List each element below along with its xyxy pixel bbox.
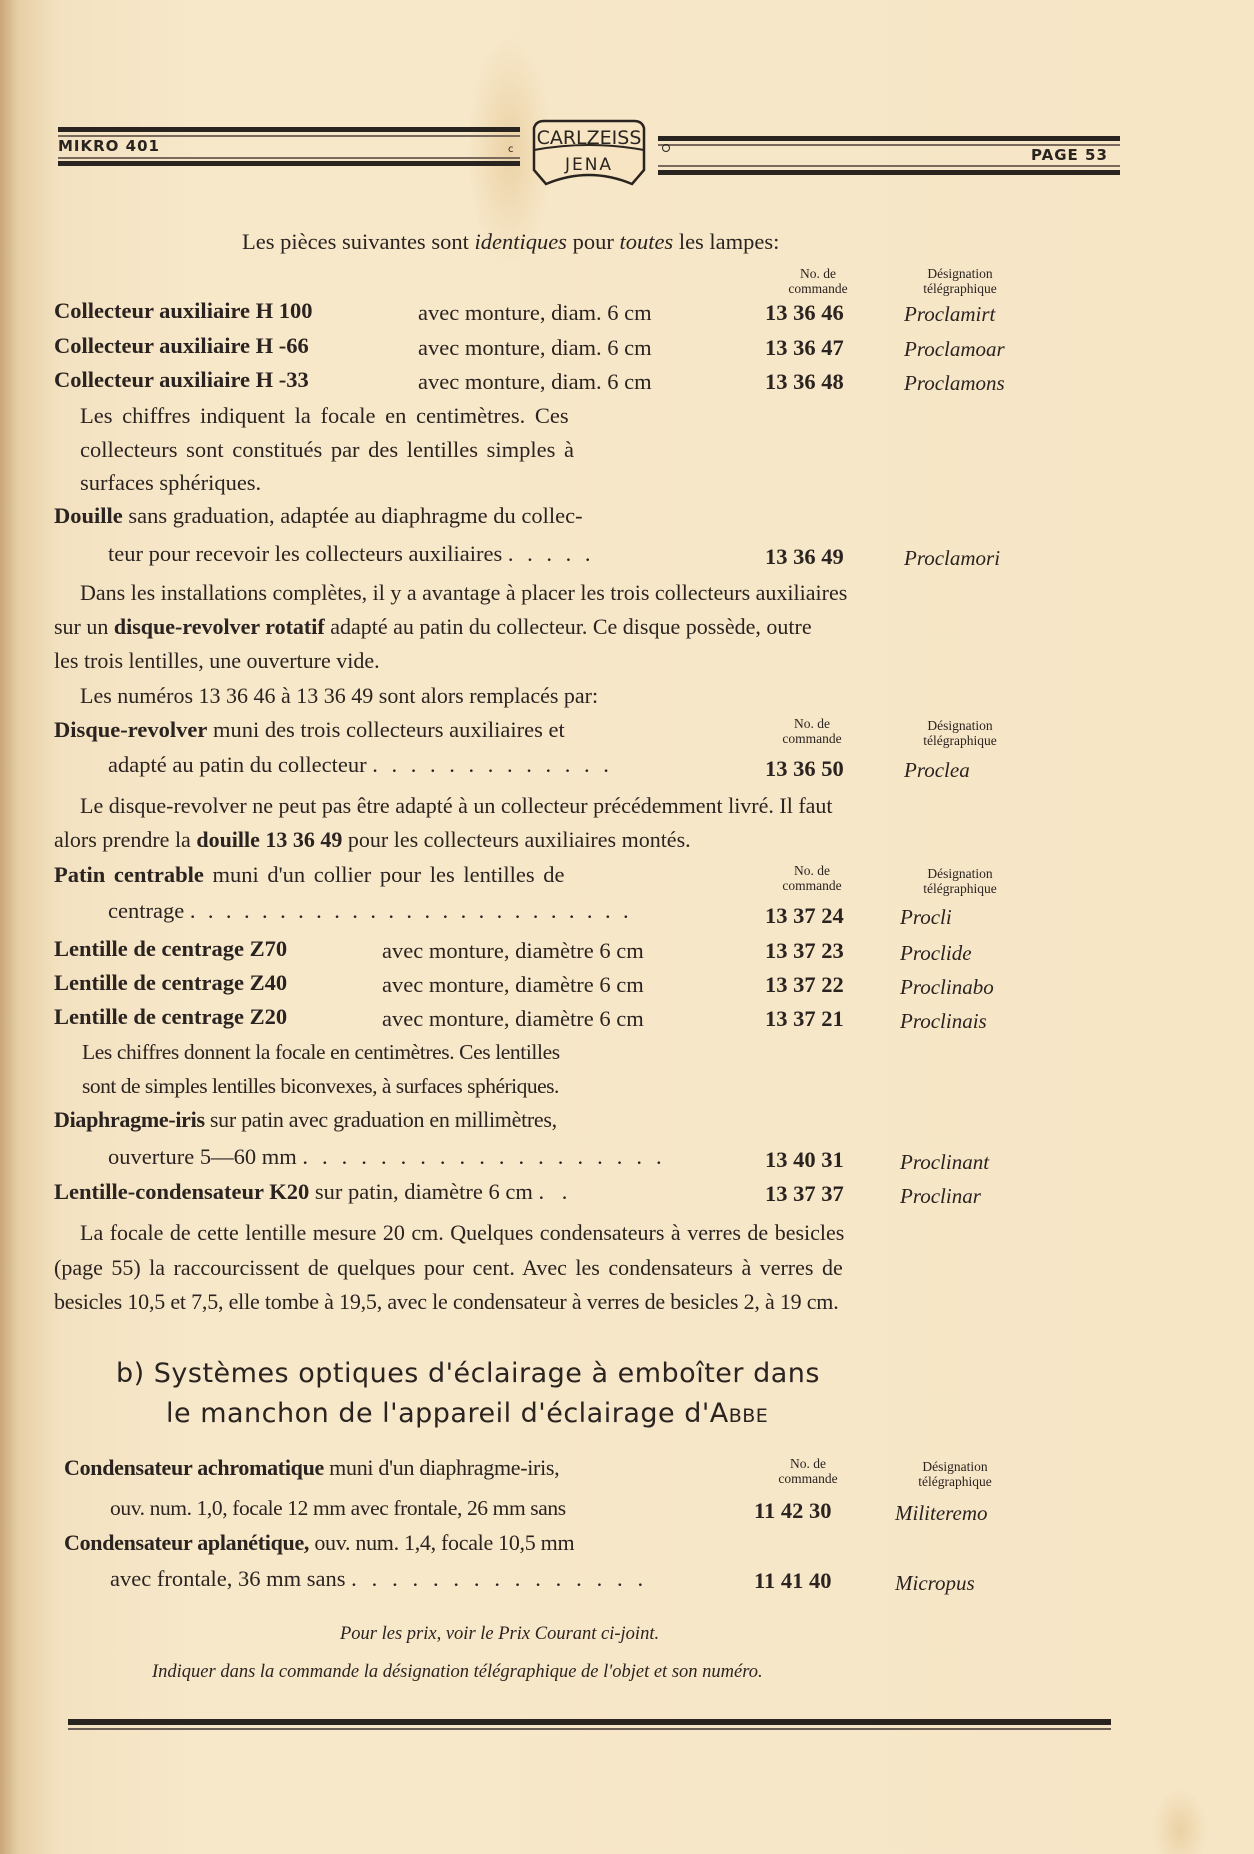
paragraph-line: besicles 10,5 et 7,5, elle tombe à 19,5, avec le condensateur à verres de besicles 2, à 19 cm. — [54, 1289, 839, 1314]
item-code: Proclide — [900, 941, 972, 965]
col-des-line1: Désignation — [927, 718, 993, 733]
text: pour les collecteurs auxiliaires montés. — [342, 827, 691, 852]
intro-emphasis-toutes: toutes — [619, 229, 674, 254]
diaphragme-name: Diaphragme-iris — [54, 1107, 205, 1132]
item-number: 13 37 22 — [765, 972, 844, 997]
item-name: Collecteur auxiliaire H -33 — [54, 367, 309, 392]
header-rule-right-top — [658, 136, 1120, 141]
item-number: 13 36 50 — [765, 756, 844, 781]
col-no-line1: No. de — [794, 716, 830, 731]
item-number: 13 36 49 — [765, 544, 844, 569]
douille-line1 — [54, 503, 583, 529]
item-code: Procli — [900, 905, 952, 929]
footer-order-note: Indiquer dans la commande la désignation télégraphique de l'objet et son numéro. — [152, 1662, 763, 1682]
item-row — [54, 333, 309, 359]
col-no-line2: commande — [782, 878, 842, 893]
carl-zeiss-jena-logo — [522, 118, 656, 190]
paragraph-numeros: Les numéros 13 36 46 à 13 36 49 sont alors remplacés par: — [80, 683, 599, 708]
item-code: Proclinabo — [900, 975, 994, 999]
header-rule-right-bottom-thin — [658, 165, 1120, 167]
leader-dots: . . . . . . . . . . . . . — [372, 752, 613, 777]
item-number: 11 42 30 — [754, 1498, 832, 1523]
item-code: Proclamori — [904, 546, 1001, 570]
douille-desc: sans graduation, adaptée au diaphragme du collec- — [122, 503, 583, 528]
diaphragme-desc2: ouverture 5—60 mm — [108, 1144, 297, 1169]
column-header-order-number — [762, 716, 862, 746]
item-name: Lentille de centrage Z40 — [54, 970, 288, 995]
douille-name: Douille — [54, 503, 123, 528]
col-des-line1: Désignation — [922, 1459, 988, 1474]
item-row — [54, 298, 313, 324]
item-code: Proclinais — [900, 1009, 987, 1033]
item-desc2: avec frontale, 36 mm sans — [110, 1566, 346, 1591]
section-b-title-line1: b) Systèmes optiques d'éclairage à emboîter dans — [116, 1358, 820, 1389]
item-name: Lentille de centrage Z20 — [54, 1004, 288, 1029]
col-des-line1: Désignation — [927, 866, 993, 881]
logo-dot-right-icon — [662, 144, 670, 152]
col-des-line2: télégraphique — [918, 1474, 992, 1489]
item-desc: avec monture, diamètre 6 cm — [382, 938, 644, 963]
item-number: 13 37 23 — [765, 938, 844, 963]
column-header-order-number — [758, 1456, 858, 1486]
col-no-line2: commande — [788, 281, 848, 296]
item-code: Militeremo — [895, 1501, 988, 1525]
item-desc: avec monture, diamètre 6 cm — [382, 972, 644, 997]
bold-text: disque-revolver rotatif — [113, 614, 325, 639]
item-code: Proclamirt — [904, 302, 996, 326]
col-no-line1: No. de — [790, 1456, 826, 1471]
paragraph-line — [54, 614, 812, 640]
lentille-k20-line — [54, 1179, 573, 1205]
item-name: Collecteur auxiliaire H 100 — [54, 298, 313, 323]
item-code: Proclinar — [900, 1184, 981, 1208]
intro-text-2: pour — [566, 229, 620, 254]
col-no-line2: commande — [782, 731, 842, 746]
bottom-rule — [68, 1719, 1111, 1725]
item-desc: avec monture, diam. 6 cm — [418, 335, 652, 360]
note-line: sont de simples lentilles biconvexes, à surfaces sphériques. — [82, 1074, 559, 1098]
section-b-abbe: Abbe — [709, 1398, 769, 1429]
note-line: surfaces sphériques. — [80, 470, 262, 495]
col-des-line1: Désignation — [927, 266, 993, 281]
col-des-line2: télégraphique — [923, 281, 997, 296]
column-header-telegraphic — [890, 1459, 1020, 1489]
leader-dots: . . . . . . . . . . . . . . . . . . . — [302, 1144, 666, 1169]
header-rule-right-bottom — [658, 170, 1120, 175]
item-row — [54, 970, 287, 996]
douille-desc2: teur pour recevoir les collecteurs auxiliaires — [108, 541, 503, 566]
bottom-rule-thin — [68, 1728, 1111, 1730]
col-no-line2: commande — [778, 1471, 838, 1486]
intro-emphasis-identiques: identiques — [474, 229, 567, 254]
paragraph-line: (page 55) la raccourcissent de quelques pour cent. Avec les condensateurs à verres de — [54, 1255, 843, 1280]
leader-dots: . . . . . . . . . . . . . . . . . . . . . . . . . — [189, 898, 633, 923]
paragraph-line: les trois lentilles, une ouverture vide. — [54, 648, 380, 673]
col-des-line2: télégraphique — [923, 733, 997, 748]
item-row — [54, 1004, 287, 1030]
column-header-telegraphic — [895, 866, 1025, 896]
diaphragme-line1 — [54, 1107, 557, 1133]
item-number: 13 36 47 — [765, 335, 844, 360]
section-b-title-line2 — [166, 1398, 768, 1429]
text: sur un — [54, 614, 114, 639]
item-desc: muni d'un diaphragme-iris, — [323, 1455, 560, 1480]
paragraph-line — [54, 827, 691, 853]
text: alors prendre la — [54, 827, 197, 852]
item-number: 13 36 46 — [765, 300, 844, 325]
item-row — [54, 367, 309, 393]
item-number: 13 40 31 — [765, 1147, 844, 1172]
item-code: Micropus — [895, 1571, 975, 1595]
patin-line1 — [54, 862, 564, 888]
intro-text-3: les lampes: — [673, 229, 780, 254]
item-row — [54, 936, 287, 962]
section-b-title-text: le manchon de l'appareil d'éclairage d' — [166, 1398, 710, 1429]
disque-line2 — [108, 752, 613, 778]
intro-text-1: Les pièces suivantes sont — [242, 229, 475, 254]
condensateur-achro-line1 — [64, 1455, 559, 1481]
item-number: 13 37 24 — [765, 903, 844, 928]
leader-dots: . . . . . . . . . . . . . . . — [351, 1566, 648, 1591]
note-line: Les chiffres donnent la focale en centimètres. Ces lentilles — [82, 1040, 560, 1064]
patin-line2 — [108, 898, 632, 924]
logo-text-top: CARLZEISS — [536, 127, 642, 149]
leader-dots: . . . . . — [507, 541, 595, 566]
col-des-line2: télégraphique — [923, 881, 997, 896]
paragraph-line: Le disque-revolver ne peut pas être adapté à un collecteur précédemment livré. Il faut — [80, 793, 833, 818]
column-header-telegraphic — [895, 718, 1025, 748]
col-no-line1: No. de — [794, 863, 830, 878]
item-code: Proclamons — [904, 371, 1005, 395]
condensateur-aplan-line2 — [110, 1566, 648, 1592]
condensateur-aplan-line1 — [64, 1530, 574, 1556]
lentille-k20-desc: sur patin, diamètre 6 cm — [309, 1179, 533, 1204]
item-name: Condensateur achromatique — [64, 1455, 324, 1480]
column-header-order-number — [762, 863, 862, 893]
note-line: collecteurs sont constitués par des lentilles simples à — [80, 437, 575, 462]
disque-name: Disque-revolver — [54, 717, 208, 742]
item-desc: avec monture, diam. 6 cm — [418, 300, 652, 325]
disque-line1 — [54, 717, 565, 743]
lentille-k20-name: Lentille-condensateur K20 — [54, 1179, 310, 1204]
leader-dots: . . — [538, 1179, 574, 1204]
disque-desc: muni des trois collecteurs auxiliaires et — [207, 717, 565, 742]
item-number: 13 37 37 — [765, 1181, 844, 1206]
header-left-label: MIKRO 401 — [58, 137, 160, 155]
item-code: Proclinant — [900, 1150, 990, 1174]
item-desc: ouv. num. 1,4, focale 10,5 mm — [309, 1530, 575, 1555]
item-name: Condensateur aplanétique, — [64, 1530, 310, 1555]
item-name: Collecteur auxiliaire H -66 — [54, 333, 309, 358]
intro-line — [242, 229, 779, 255]
diaphragme-desc: sur patin avec graduation en millimètres, — [204, 1107, 557, 1132]
header-rule-left-top — [58, 127, 520, 132]
diaphragme-line2 — [108, 1144, 666, 1170]
footer-price-note: Pour les prix, voir le Prix Courant ci-joint. — [340, 1624, 660, 1644]
bold-text: douille 13 36 49 — [196, 827, 343, 852]
header-rule-left-bottom — [58, 161, 520, 166]
paragraph-line: La focale de cette lentille mesure 20 cm. Quelques condensateurs à verres de besicles — [80, 1220, 845, 1245]
patin-desc: muni d'un collier pour les lentilles de — [203, 862, 565, 887]
column-header-order-number — [768, 266, 868, 296]
paragraph-line: Dans les installations complètes, il y a avantage à placer les trois collecteurs auxiliaires — [80, 580, 848, 605]
item-name: Lentille de centrage Z70 — [54, 936, 288, 961]
logo-text-bottom: JENA — [564, 155, 614, 175]
patin-desc2: centrage — [108, 898, 185, 923]
item-code: Proclea — [904, 758, 970, 782]
item-number: 13 37 21 — [765, 1006, 844, 1031]
header-page-number: PAGE 53 — [1031, 146, 1108, 164]
disque-desc2: adapté au patin du collecteur — [108, 752, 367, 777]
item-code: Proclamoar — [904, 337, 1005, 361]
patin-name: Patin centrable — [54, 862, 204, 887]
item-desc: avec monture, diamètre 6 cm — [382, 1006, 644, 1031]
note-line: Les chiffres indiquent la focale en centimètres. Ces — [80, 403, 569, 428]
column-header-telegraphic — [895, 266, 1025, 296]
col-no-line1: No. de — [800, 266, 836, 281]
condensateur-achro-line2: ouv. num. 1,0, focale 12 mm avec frontale, 26 mm sans — [110, 1496, 566, 1520]
douille-line2 — [108, 541, 594, 567]
item-number: 11 41 40 — [754, 1568, 832, 1593]
logo-dot-left-icon: c — [508, 144, 514, 155]
header-rule-left-bottom-thin — [58, 157, 520, 159]
item-desc: avec monture, diam. 6 cm — [418, 369, 652, 394]
text: adapté au patin du collecteur. Ce disque possède, outre — [324, 614, 812, 639]
item-number: 13 36 48 — [765, 369, 844, 394]
